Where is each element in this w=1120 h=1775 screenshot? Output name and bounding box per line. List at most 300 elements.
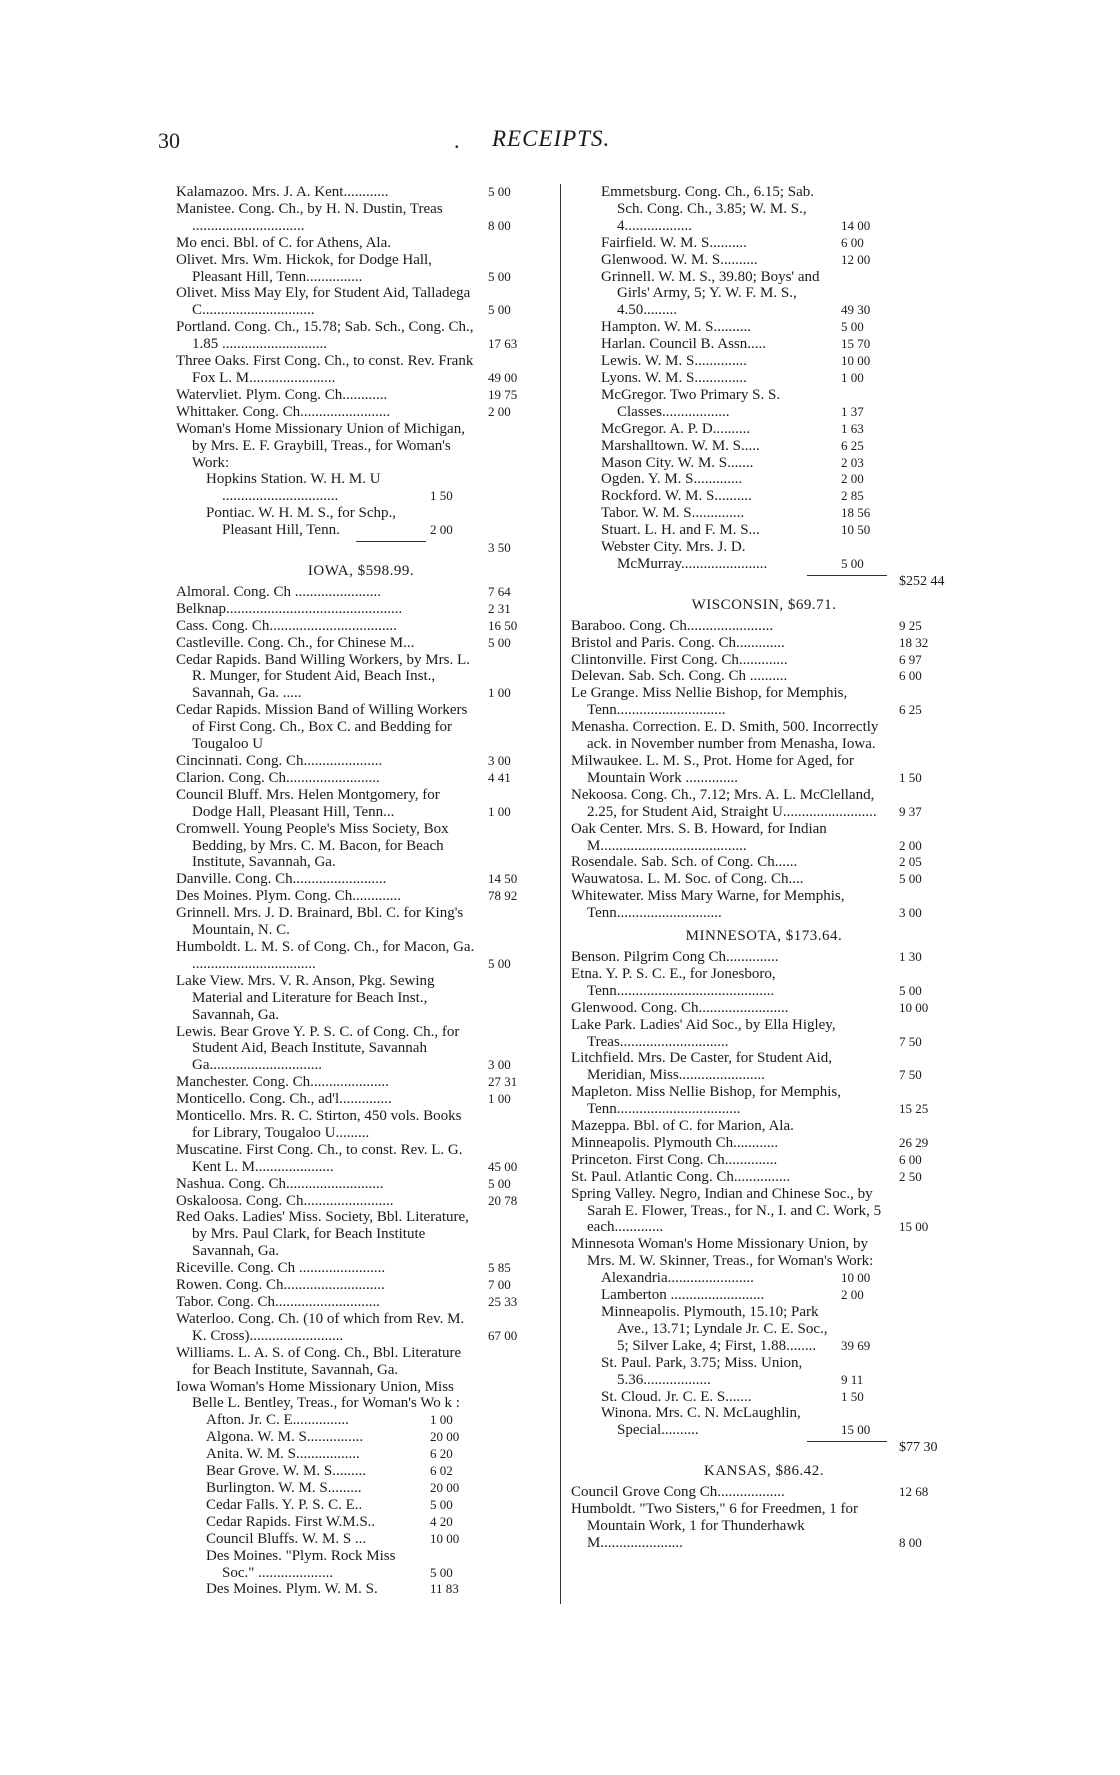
sub-receipt-entry (571, 235, 957, 252)
receipt-entry (176, 353, 546, 387)
entry-amount: 10 50 (841, 522, 871, 538)
entry-amount: 7 50 (899, 1067, 922, 1083)
entry-text: Des Moines. Plym. W. M. S. (206, 1581, 378, 1598)
sub-receipt-entry (571, 421, 957, 438)
receipt-entry (571, 1501, 957, 1552)
entry-text: Cincinnati. Cong. Ch..................... (176, 753, 383, 769)
entry-amount: 16 50 (488, 617, 518, 633)
entry-text: Litchfield. Mrs. De Caster, for Student Aid, Meridian, Miss....................... (571, 1050, 833, 1084)
entry-text: Minneapolis. Plymouth, 15.10; Park Ave., 13.71; Lyndale Jr. C. E. Soc., 5; Silver Lake, 4; First, 1.88........ (601, 1304, 828, 1354)
entry-text: Cromwell. Young People's Miss Society, Box Bedding, by Mrs. C. M. Bacon, for Beach Institute, Savannah, Ga. (176, 820, 449, 871)
entry-text: Council Grove Cong Ch.................. (571, 1484, 785, 1501)
receipt-entry (176, 753, 546, 770)
entry-amount: 9 11 (841, 1371, 864, 1387)
entry-text: Mazeppa. Bbl. of C. for Marion, Ala. (571, 1118, 794, 1135)
receipt-entry (176, 601, 546, 618)
receipt-entry (176, 618, 546, 635)
receipt-entry (571, 635, 957, 652)
receipt-entry (176, 1345, 546, 1379)
entry-text: St. Cloud. Jr. C. E. S....... (601, 1388, 752, 1405)
entry-text: Lyons. W. M. S.............. (601, 369, 747, 386)
entry-text: Manchester. Cong. Ch..................... (176, 1074, 389, 1091)
receipt-entry (571, 888, 957, 922)
entry-text: Marshalltown. W. M. S..... (601, 437, 760, 454)
entry-amount: 18 32 (899, 634, 929, 650)
entry-text: Clarion. Cong. Ch......................... (176, 769, 380, 786)
entry-amount: 2 50 (899, 1168, 922, 1184)
receipt-entry (571, 685, 957, 719)
receipt-entry (176, 973, 546, 1024)
entry-text: Iowa Woman's Home Missionary Union, Miss Belle L. Bentley, Treas., for Woman's Wo k : (176, 1378, 460, 1412)
receipt-entry (176, 939, 546, 973)
entry-text: Harlan. Council B. Assn..... (601, 336, 766, 353)
entry-text: Williams. L. A. S. of Cong. Ch., Bbl. Literature for Beach Institute, Savannah, Ga. (176, 1344, 462, 1378)
sub-receipt-entry (571, 353, 957, 370)
receipt-entry (176, 770, 546, 787)
receipt-entry (571, 753, 957, 787)
entry-amount: 8 00 (488, 217, 511, 233)
entry-text: Mo enci. Bbl. of C. for Athens, Ala. (176, 234, 391, 251)
entry-amount: 27 31 (488, 1074, 518, 1090)
entry-text: Humboldt. L. M. S. of Cong. Ch., for Macon, Ga. ................................. (176, 938, 475, 972)
entry-text: Lake Park. Ladies' Aid Soc., by Ella Higley, Treas............................. (571, 1016, 836, 1050)
entry-amount: 39 69 (841, 1337, 871, 1353)
entry-amount: 2 31 (488, 600, 511, 616)
receipt-entry (176, 1311, 546, 1345)
receipt-entry (571, 821, 957, 855)
receipt-entry (571, 719, 957, 753)
entry-amount: 2 00 (841, 1287, 864, 1303)
entry-text: Benson. Pilgrim Cong Ch.............. (571, 948, 779, 965)
header-separator: . (454, 128, 460, 153)
receipt-entry (176, 584, 546, 601)
entry-amount: 1 63 (841, 420, 864, 436)
sub-receipt-entry (571, 1355, 957, 1389)
entry-text: Mapleton. Miss Nellie Bishop, for Memphis, Tenn................................. (571, 1084, 841, 1118)
entry-text: Woman's Home Missionary Union of Michigan, by Mrs. E. F. Graybill, Treas., for Woman's Work: (176, 420, 465, 471)
receipt-entry (176, 635, 546, 652)
entry-text: Monticello. Cong. Ch., ad'l.............. (176, 1091, 392, 1108)
entry-amount: 2 85 (841, 488, 864, 504)
entry-amount: 3 00 (488, 1057, 511, 1073)
sub-receipt-entry (571, 184, 957, 235)
entry-text: Spring Valley. Negro, Indian and Chinese Soc., by Sarah E. Flower, Treas., for N., I. and C. Work, 5 each............. (571, 1185, 882, 1236)
entry-text: Burlington. W. M. S......... (206, 1479, 362, 1496)
entry-text: Delevan. Sab. Sch. Cong. Ch .......... (571, 668, 788, 685)
entry-amount: 1 00 (488, 685, 511, 701)
entry-amount: 2 05 (899, 854, 922, 870)
sub-receipt-entry (176, 1531, 546, 1548)
receipt-entry (176, 787, 546, 821)
entry-amount: 49 30 (841, 302, 871, 318)
entry-text: Des Moines. Plym. Cong. Ch............. (176, 888, 402, 905)
entry-amount: 5 00 (430, 1496, 453, 1512)
entry-amount: 1 00 (488, 803, 511, 819)
entry-amount: 2 00 (488, 403, 511, 419)
sub-receipt-entry (176, 505, 546, 539)
receipt-entry (176, 1277, 546, 1294)
entry-amount: 4 41 (488, 769, 511, 785)
entry-amount: 5 85 (488, 1260, 511, 1276)
sub-receipt-entry (571, 522, 957, 539)
entry-text: Menasha. Correction. E. D. Smith, 500. Incorrectly ack. in November number from Menasha, Iowa. (571, 719, 879, 753)
page-number: 30 (158, 128, 180, 153)
entry-text: Milwaukee. L. M. S., Prot. Home for Aged, for Mountain Work .............. (571, 753, 854, 786)
entry-amount: 14 50 (488, 871, 518, 887)
entry-text: Grinnell. W. M. S., 39.80; Boys' and Girls' Army, 5; Y. W. F. M. S., 4.50......... (601, 268, 820, 319)
sub-receipt-entry (176, 1446, 546, 1463)
entry-text: Minneapolis. Plymouth Ch............ (571, 1134, 779, 1151)
entry-text: Red Oaks. Ladies' Miss. Society, Bbl. Literature, by Mrs. Paul Clark, for Beach Institute Savannah, Ga. (176, 1209, 469, 1260)
receipt-entry (176, 387, 546, 404)
entry-text: Portland. Cong. Ch., 15.78; Sab. Sch., Cong. Ch., 1.85 ............................ (176, 319, 474, 353)
receipt-entry (571, 1169, 957, 1186)
page-title: RECEIPTS. (492, 126, 611, 151)
entry-text: Watervliet. Plym. Cong. Ch............ (176, 386, 388, 403)
entry-amount: 20 00 (430, 1429, 460, 1445)
entry-text: Ogden. Y. M. S............. (601, 471, 743, 488)
entry-text: Le Grange. Miss Nellie Bishop, for Memphis, Tenn............................. (571, 685, 848, 719)
entry-text: Glenwood. W. M. S.......... (601, 251, 758, 268)
entry-amount: 17 63 (488, 336, 518, 352)
entry-text: Webster City. Mrs. J. D. McMurray....................... (601, 539, 768, 572)
left-column (176, 184, 546, 1598)
subtotal-rule (807, 1441, 887, 1442)
state-heading: IOWA, $598.99. (307, 563, 415, 580)
receipt-entry (176, 319, 546, 353)
subtotal-row (571, 1439, 957, 1457)
sub-receipt-entry (176, 1581, 546, 1598)
entry-text: Cedar Rapids. Mission Band of Willing Workers of First Cong. Ch., Box C. and Bedding for Tougaloo U (176, 702, 468, 753)
entry-amount: 1 00 (430, 1412, 453, 1428)
entry-text: Council Bluff. Mrs. Helen Montgomery, for Dodge Hall, Pleasant Hill, Tenn... (176, 786, 440, 820)
receipt-entry (176, 235, 546, 252)
entry-amount: 15 25 (899, 1101, 929, 1117)
receipt-entry (571, 871, 957, 888)
entry-text: Olivet. Miss May Ely, for Student Aid, Talladega C.............................. (176, 285, 471, 319)
sub-receipt-entry (176, 1412, 546, 1429)
entry-amount: 5 00 (488, 1175, 511, 1191)
entry-amount: 67 00 (488, 1327, 518, 1343)
entry-text: Alexandria....................... (601, 1270, 754, 1287)
entry-amount: 5 00 (841, 555, 864, 571)
receipt-entry (571, 1186, 957, 1237)
sub-receipt-entry (571, 336, 957, 353)
entry-amount: 10 00 (841, 1270, 871, 1286)
entry-text: St. Paul. Atlantic Cong. Ch............... (571, 1168, 791, 1185)
entry-amount: 5 00 (488, 955, 511, 971)
sub-receipt-entry (571, 505, 957, 522)
subtotal-row (176, 539, 546, 557)
sub-receipt-entry (176, 1463, 546, 1480)
entry-text: Mason City. W. M. S....... (601, 454, 754, 471)
entry-text: Bristol and Paris. Cong. Ch............. (571, 634, 785, 651)
entry-amount: 10 00 (899, 999, 929, 1015)
receipt-entry (571, 1000, 957, 1017)
entry-amount: 14 00 (841, 217, 871, 233)
entry-amount: 5 00 (488, 634, 511, 650)
entry-amount: 6 00 (899, 1151, 922, 1167)
entry-amount: 5 00 (488, 184, 511, 199)
entry-amount: 7 50 (899, 1033, 922, 1049)
receipt-entry (176, 821, 546, 872)
entry-text: Lamberton ......................... (601, 1287, 765, 1304)
entry-text: Afton. Jr. C. E............... (206, 1412, 349, 1429)
receipt-entry (571, 854, 957, 871)
entry-amount: 7 00 (488, 1277, 511, 1293)
entry-amount: 1 50 (841, 1388, 864, 1404)
entry-amount: 4 20 (430, 1513, 453, 1529)
entry-amount: 45 00 (488, 1158, 518, 1174)
receipt-entry (176, 1074, 546, 1091)
entry-amount: 1 37 (841, 403, 864, 419)
receipt-entry (571, 1118, 957, 1135)
entry-amount: 9 37 (899, 803, 922, 819)
column-divider (560, 184, 561, 1604)
entry-text: Nashua. Cong. Ch.......................... (176, 1175, 384, 1192)
entry-amount: 1 50 (430, 488, 453, 504)
entry-text: Etna. Y. P. S. C. E., for Jonesboro, Tenn.......................................... (571, 965, 776, 999)
receipt-entry (571, 1236, 957, 1270)
sub-receipt-entry (571, 1304, 957, 1355)
entry-text: Anita. W. M. S................. (206, 1446, 360, 1463)
sub-receipt-entry (571, 539, 957, 573)
entry-text: Wauwatosa. L. M. Soc. of Cong. Ch.... (571, 871, 804, 888)
entry-amount: 2 03 (841, 454, 864, 470)
entry-text: Cedar Rapids. First W.M.S.. (206, 1513, 376, 1530)
entry-text: Whitewater. Miss Mary Warne, for Memphis, Tenn............................ (571, 888, 845, 922)
entry-text: McGregor. A. P. D.......... (601, 420, 751, 437)
entry-amount: 3 00 (488, 753, 511, 768)
entry-amount: 1 50 (899, 769, 922, 785)
receipt-entry (176, 1108, 546, 1142)
entry-amount: 6 97 (899, 651, 922, 667)
entry-text: Rockford. W. M. S.......... (601, 488, 752, 505)
entry-text: Baraboo. Cong. Ch....................... (571, 617, 774, 634)
receipt-entry (176, 1024, 546, 1075)
entry-amount: 15 00 (899, 1219, 929, 1235)
entry-text: Castleville. Cong. Ch., for Chinese M... (176, 634, 415, 651)
entry-text: Humboldt. "Two Sisters," 6 for Freedmen, 1 for Mountain Work, 1 for Thunderhawk M...................... (571, 1501, 858, 1551)
entry-text: Belknap............................................... (176, 600, 403, 617)
entry-text: Lewis. Bear Grove Y. P. S. C. of Cong. Ch., for Student Aid, Beach Institute, Savannah Ga.............................. (176, 1023, 460, 1074)
subtotal-amount: $77 30 (899, 1440, 938, 1456)
receipt-entry (176, 1176, 546, 1193)
subtotal-rule (807, 575, 887, 576)
entry-amount: 1 00 (841, 369, 864, 385)
entry-amount: 5 00 (488, 268, 511, 284)
receipt-entry (176, 1091, 546, 1108)
entry-amount: 15 00 (841, 1422, 871, 1438)
receipt-entry (571, 1152, 957, 1169)
receipt-entry (571, 966, 957, 1000)
sub-receipt-entry (176, 1480, 546, 1497)
entry-text: Algona. W. M. S............... (206, 1429, 364, 1446)
entry-amount: 15 70 (841, 336, 871, 352)
entry-amount: 3 00 (899, 905, 922, 921)
entry-text: St. Paul. Park, 3.75; Miss. Union, 5.36.................. (601, 1354, 803, 1388)
receipt-entry (176, 1260, 546, 1277)
receipt-entry (571, 1484, 957, 1501)
sub-receipt-entry (571, 370, 957, 387)
entry-text: Monticello. Mrs. R. C. Stirton, 450 vols. Books for Library, Tougaloo U......... (176, 1108, 462, 1141)
entry-text: Cass. Cong. Ch.................................. (176, 617, 397, 634)
sub-receipt-entry (571, 252, 957, 269)
entry-text: Tabor. W. M. S.............. (601, 505, 745, 522)
entry-text: Riceville. Cong. Ch ....................... (176, 1260, 386, 1277)
entry-amount: 49 00 (488, 369, 518, 385)
receipt-entry (176, 871, 546, 888)
entry-amount: 6 20 (430, 1446, 453, 1462)
sub-receipt-entry (571, 319, 957, 336)
entry-amount: 20 00 (430, 1479, 460, 1495)
entry-text: Bear Grove. W. M. S......... (206, 1463, 366, 1480)
subtotal-row (571, 573, 957, 591)
entry-text: Minnesota Woman's Home Missionary Union, by Mrs. M. W. Skinner, Treas., for Woman's Work: (571, 1236, 874, 1270)
entry-amount: 25 33 (488, 1294, 518, 1309)
entry-amount: 10 00 (841, 353, 871, 369)
entry-amount: 18 56 (841, 505, 871, 521)
sub-receipt-entry (571, 471, 957, 488)
entry-amount: 2 00 (430, 522, 453, 538)
sub-receipt-entry (176, 1429, 546, 1446)
entry-text: Council Bluffs. W. M. S ... (206, 1530, 367, 1547)
entry-text: Kalamazoo. Mrs. J. A. Kent............ (176, 184, 389, 200)
receipt-entry (176, 201, 546, 235)
entry-text: Almoral. Cong. Ch ....................... (176, 583, 381, 600)
entry-amount: 6 00 (841, 234, 864, 250)
entry-text: Olivet. Mrs. Wm. Hickok, for Dodge Hall, Pleasant Hill, Tenn............... (176, 251, 432, 285)
entry-text: Hampton. W. M. S.......... (601, 319, 752, 336)
entry-amount: 10 00 (430, 1530, 460, 1546)
entry-text: Rowen. Cong. Ch........................... (176, 1277, 385, 1294)
entry-amount: 12 68 (899, 1484, 929, 1500)
entry-amount: 6 00 (899, 668, 922, 684)
entry-text: Waterloo. Cong. Ch. (10 of which from Rev. M. K. Cross)......................... (176, 1310, 465, 1344)
sub-receipt-entry (176, 1514, 546, 1531)
sub-receipt-entry (176, 471, 546, 505)
entry-amount: 26 29 (899, 1134, 929, 1150)
right-column (571, 184, 957, 1552)
entry-amount: 11 83 (430, 1581, 459, 1597)
entry-text: Oskaloosa. Cong. Ch........................ (176, 1192, 394, 1209)
receipt-entry (571, 652, 957, 669)
entry-text: Tabor. Cong. Ch............................ (176, 1294, 380, 1310)
sub-receipt-entry (571, 269, 957, 320)
receipt-entry (571, 787, 957, 821)
state-heading: WISCONSIN, $69.71. (691, 596, 837, 613)
entry-text: Three Oaks. First Cong. Ch., to const. Rev. Frank Fox L. M....................... (176, 353, 474, 386)
entry-amount: 6 25 (841, 437, 864, 453)
entry-amount: 5 00 (899, 871, 922, 887)
receipt-entry (571, 618, 957, 635)
receipt-entry (176, 652, 546, 703)
sub-receipt-entry (571, 1389, 957, 1406)
entry-amount: 2 00 (899, 837, 922, 853)
subtotal-amount: 3 50 (488, 540, 511, 556)
receipt-entry (176, 1209, 546, 1260)
entry-text: Hopkins Station. W. H. M. U ............................... (206, 471, 381, 505)
entry-amount: 2 00 (841, 471, 864, 487)
entry-amount: 1 00 (488, 1091, 511, 1107)
entry-text: Winona. Mrs. C. N. McLaughlin, Special.......... (601, 1405, 801, 1439)
entry-text: Lake View. Mrs. V. R. Anson, Pkg. Sewing Material and Literature for Beach Inst., Savannah, Ga. (176, 972, 435, 1023)
entry-text: Cedar Falls. Y. P. S. C. E.. (206, 1496, 363, 1513)
entry-text: Des Moines. "Plym. Rock Miss Soc." .................... (206, 1547, 396, 1581)
sub-receipt-entry (571, 1270, 957, 1287)
receipt-entry (571, 1017, 957, 1051)
entry-amount: 20 78 (488, 1192, 518, 1208)
receipt-entry (176, 1294, 546, 1311)
receipt-entry (176, 702, 546, 753)
receipt-entry (176, 285, 546, 319)
entry-text: Lewis. W. M. S.............. (601, 353, 747, 370)
entry-text: Manistee. Cong. Ch., by H. N. Dustin, Treas .............................. (176, 200, 443, 234)
entry-text: Clintonville. First Cong. Ch............. (571, 651, 788, 668)
entry-text: Whittaker. Cong. Ch........................ (176, 403, 391, 420)
entry-amount: 5 00 (899, 982, 922, 998)
receipt-entry (176, 252, 546, 286)
entry-amount: 8 00 (899, 1534, 922, 1550)
entry-text: Stuart. L. H. and F. M. S... (601, 522, 760, 539)
receipt-entry (176, 404, 546, 421)
receipt-entry (176, 184, 546, 201)
entry-amount: 6 02 (430, 1463, 453, 1479)
entry-text: Cedar Rapids. Band Willing Workers, by Mrs. L. R. Munger, for Student Aid, Beach Inst., Savannah, Ga. ..... (176, 651, 470, 702)
entry-text: Danville. Cong. Ch......................... (176, 871, 387, 888)
entry-amount: 19 75 (488, 386, 518, 402)
entry-text: McGregor. Two Primary S. S. Classes.................. (601, 386, 781, 420)
entry-amount: 5 00 (841, 319, 864, 335)
receipt-entry (571, 1084, 957, 1118)
state-heading: KANSAS, $86.42. (703, 1463, 824, 1480)
subtotal-rule (356, 541, 426, 542)
receipt-entry (176, 905, 546, 939)
entry-text: Grinnell. Mrs. J. D. Brainard, Bbl. C. for King's Mountain, N. C. (176, 905, 464, 939)
entry-text: Pontiac. W. H. M. S., for Schp., Pleasant Hill, Tenn. (206, 505, 397, 539)
entry-text: Rosendale. Sab. Sch. of Cong. Ch...... (571, 854, 798, 871)
sub-receipt-entry (571, 488, 957, 505)
entry-amount: 7 64 (488, 583, 511, 599)
entry-amount: 78 92 (488, 888, 518, 904)
entry-text: Glenwood. Cong. Ch........................ (571, 999, 789, 1016)
receipt-entry (571, 668, 957, 685)
sub-receipt-entry (176, 1548, 546, 1582)
entry-amount: 5 00 (430, 1564, 453, 1580)
sub-receipt-entry (571, 455, 957, 472)
receipt-entry (176, 1193, 546, 1210)
subtotal-amount: $252 44 (899, 573, 945, 589)
entry-text: Nekoosa. Cong. Ch., 7.12; Mrs. A. L. McClelland, 2.25, for Student Aid, Straight U......................... (571, 786, 877, 820)
receipt-entry (571, 1135, 957, 1152)
receipt-entry (176, 1379, 546, 1413)
entry-text: Fairfield. W. M. S.......... (601, 234, 747, 251)
entry-amount: 5 00 (488, 302, 511, 318)
entry-text: Emmetsburg. Cong. Ch., 6.15; Sab. Sch. Cong. Ch., 3.85; W. M. S., 4.................. (601, 184, 815, 234)
entry-text: Muscatine. First Cong. Ch., to const. Rev. L. G. Kent L. M..................... (176, 1141, 463, 1175)
sub-receipt-entry (571, 1405, 957, 1439)
receipt-entry (571, 949, 957, 966)
receipt-entry (176, 888, 546, 905)
entry-amount: 12 00 (841, 251, 871, 267)
receipt-entry (176, 421, 546, 472)
state-heading: MINNESOTA, $173.64. (685, 928, 843, 945)
sub-receipt-entry (571, 438, 957, 455)
entry-amount: 1 30 (899, 948, 922, 964)
sub-receipt-entry (571, 387, 957, 421)
entry-text: Oak Center. Mrs. S. B. Howard, for Indian M....................................... (571, 820, 827, 854)
sub-receipt-entry (176, 1497, 546, 1514)
